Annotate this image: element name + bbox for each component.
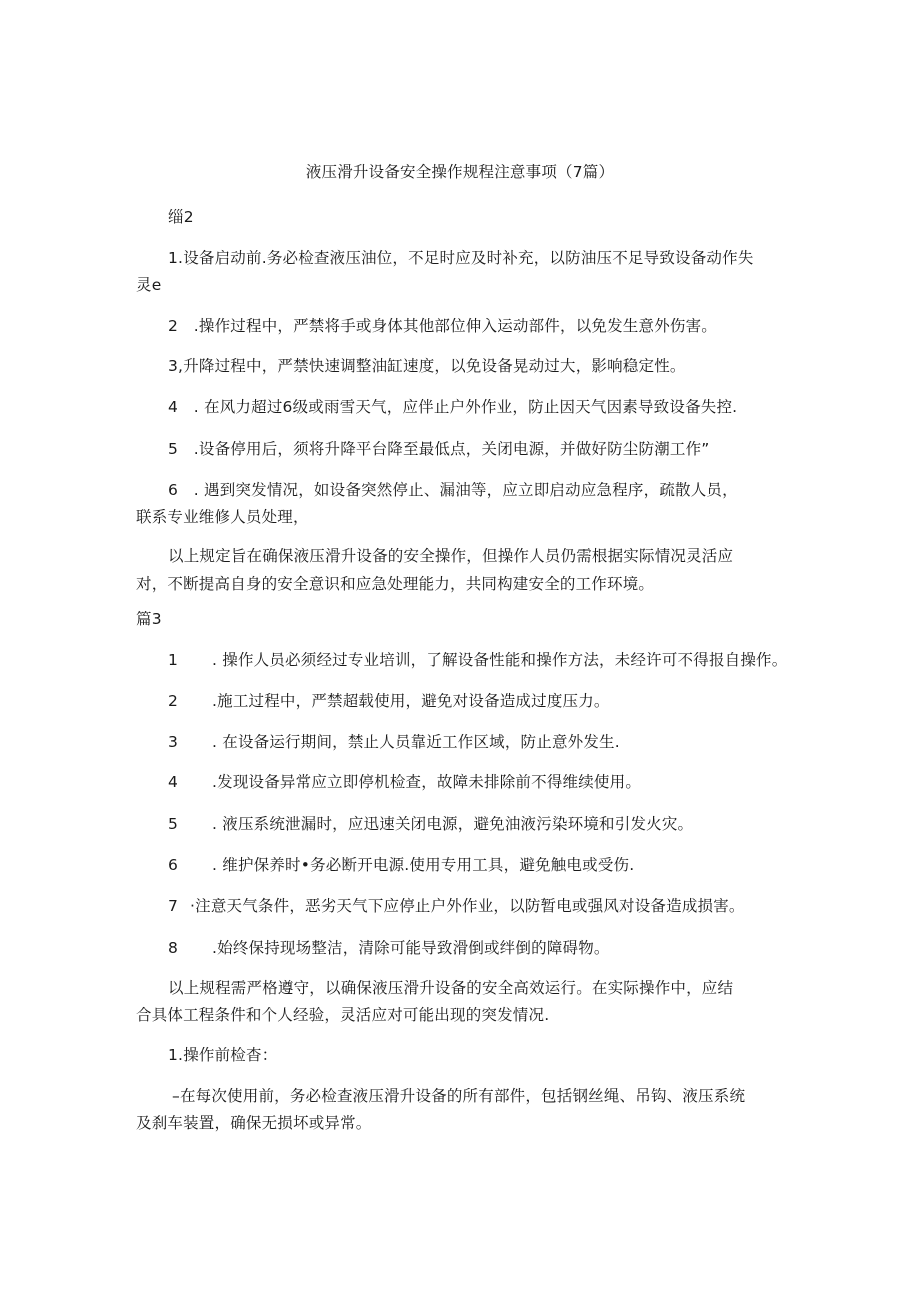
pre-check-line1: –在每次使用前，务必检查液压滑升设备的所有部件，包括钢丝绳、吊钩、液压系统 [172, 1087, 746, 1105]
section3-item-5-num: 5 [168, 815, 179, 833]
pre-check-line2: 及刹车装置，确保无损坏或异常。 [136, 1114, 372, 1132]
section3-item-8-num: 8 [168, 939, 179, 957]
section3-item-5-text: . 液压系统泄漏时，应迅速关闭电源，避免油液污染环境和引发火灾。 [212, 815, 694, 833]
section3-item-1 [168, 645, 787, 675]
section2-item-2: 2 .操作过程中，严禁将手或身体其他部位伸入运动部件，以免发生意外伤害。 [168, 317, 717, 335]
section3-item-6-num: 6 [168, 856, 179, 874]
pre-check-heading: 1.操作前检杳： [168, 1046, 278, 1064]
section3-item-7-num: 7 [168, 897, 179, 915]
section3-item-2-text: .施工过程中，严禁超载使用，避免对设备造成过度压力。 [212, 692, 610, 710]
section2-summary-line1: 以上规定旨在确保液压滑升设备的安全操作，但操作人员仍需根据实际情况灵活应 [168, 547, 734, 565]
section3-item-4-num: 4 [168, 773, 179, 791]
section3-item-3-num: 3 [168, 733, 179, 751]
section2-item-1-line2: 灵e [136, 276, 162, 294]
section2-heading: 缁2 [168, 208, 194, 226]
section2-item-6-line2: 联系专业维修人员处理， [136, 508, 309, 526]
section3-item-8-text: .始终保持现场整洁，清除可能导致滑倒或绊倒的障碍物。 [212, 939, 610, 957]
section3-item-7-text: ·注意天气条件，恶劣天气下应停止户外作业，以防暂电或强风对设备造成损害。 [190, 897, 745, 915]
section2-summary-line2: 对，不断提高自身的安全意识和应急处理能力，共同构建安全的工作环境。 [136, 575, 655, 593]
section3-item-4-text: .发现设备异常应立即停机检查，故障未排除前不得维续使用。 [212, 773, 642, 791]
section3-item-5 [168, 809, 693, 839]
section3-item-2 [168, 686, 610, 716]
section3-item-3 [168, 727, 620, 757]
section3-item-6-text: . 维护保养时•务必断开电源.使用专用工具，避免触电或受伤. [212, 856, 635, 874]
page-title: 液压滑升设备安全操作规程注意事项（7篇） [305, 163, 615, 181]
section3-summary-line2: 合具体工程条件和个人经验，灵活应对可能出现的突发情况. [136, 1006, 550, 1024]
section2-item-5: 5 .设备停用后，须将升降平台降至最低点，关闭电源，并做好防尘防潮工作” [168, 440, 710, 458]
section2-item-1-line1: 1.设备启动前.务必检查液压油位，不足时应及时补充，以防油压不足导致设备动作失 [168, 249, 754, 267]
section2-item-4: 4 . 在风力超过6级或雨雪天气，应伴止户外作业，防止因天气因素导致设备失控. [168, 398, 738, 416]
section3-item-7 [168, 891, 745, 921]
section3-item-3-text: . 在设备运行期间，禁止人员靠近工作区域，防止意外发生. [212, 733, 620, 751]
section3-item-6 [168, 850, 634, 880]
section3-summary-line1: 以上规程需严格遵守，以确保液压滑升设备的安全高效运行。在实际操作中，应结 [168, 979, 734, 997]
section2-item-3: 3,升降过程中，严禁快速调整油缸速度，以免设备晃动过大，影响稳定性。 [168, 357, 686, 375]
section3-item-4 [168, 767, 641, 797]
section2-item-6-line1: 6 . 遇到突发情况，如设备突然停止、漏油等，应立即启动应急程序，疏散人员， [168, 481, 738, 499]
section3-item-1-num: 1 [168, 651, 179, 669]
section3-item-2-num: 2 [168, 692, 179, 710]
section3-heading: 篇3 [136, 610, 162, 628]
section3-item-1-text: . 操作人员必须经过专业培训，了解设备性能和操作方法，未经许可不得报自操作。 [212, 651, 788, 669]
section3-item-8 [168, 933, 610, 963]
